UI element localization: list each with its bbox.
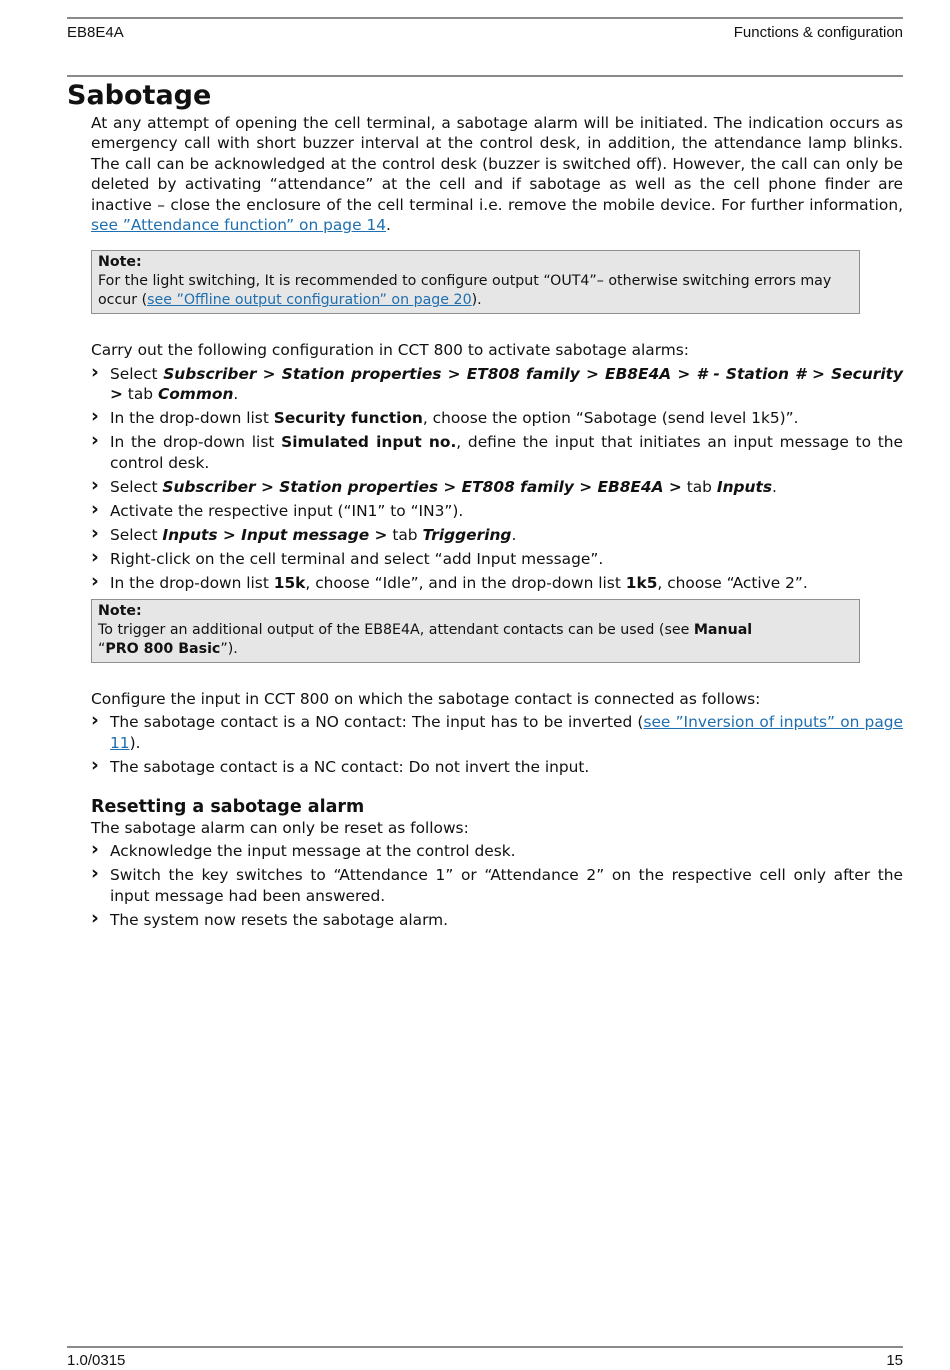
list-item: [91, 549, 903, 569]
list-item: [91, 712, 903, 753]
input-steps-list: [91, 712, 903, 777]
step-text: The sabotage contact is a NO contact: The input has to be inverted (: [110, 713, 644, 732]
note-end: ”).: [220, 641, 238, 658]
list-item: [91, 573, 903, 593]
tab-name: Inputs: [716, 477, 773, 496]
list-item: › Switch the key switches to “Attendance 1” or “Attendance 2” on the respective cell only after the input message had been answered.: [91, 865, 903, 906]
step-text: , choose “Idle”, and in the drop-down list: [305, 573, 626, 592]
step-text: Right-click on the cell terminal and select “add Input message”.: [110, 549, 604, 568]
manual-label: Manual: [693, 622, 753, 639]
step-text: In the drop-down list: [110, 409, 274, 428]
header-doc-id: EB8E4A: [67, 24, 124, 41]
note-body: [98, 621, 853, 659]
list-item: › Acknowledge the input message at the control desk.: [91, 841, 903, 861]
note-box-manual: [91, 599, 860, 663]
step-text: Select: [110, 364, 164, 383]
step-text: tab: [122, 385, 158, 404]
reset-steps-list: [91, 841, 903, 930]
menu-path: Subscriber > Station properties > ET808 family > EB8E4A > # - Station # > Security >: [110, 364, 903, 404]
list-item: › The system now resets the sabotage alarm.: [91, 910, 903, 930]
footer-page-number: 15: [886, 1352, 903, 1369]
page-title: Sabotage: [67, 80, 212, 111]
manual-name: PRO 800 Basic: [105, 641, 221, 658]
tab-name: Common: [157, 385, 234, 404]
step-text: Select: [110, 525, 163, 544]
step-text: In the drop-down list: [110, 433, 282, 452]
tab-name: Triggering: [422, 525, 512, 544]
note-title: Note:: [98, 603, 142, 620]
reset-heading: Resetting a sabotage alarm: [91, 797, 365, 818]
inversion-link[interactable]: see ”Inversion of inputs” on page 11: [110, 713, 903, 752]
step-text: Activate the respective input (“IN1” to “IN3”).: [110, 501, 464, 520]
step-text: tab: [387, 525, 423, 544]
intro-paragraph: [91, 113, 903, 235]
header-rule-top: [67, 17, 903, 19]
menu-path: Inputs > Input message >: [162, 525, 388, 544]
step-text: Select: [110, 477, 163, 496]
list-item: [91, 364, 903, 405]
attendance-link[interactable]: see ”Attendance function” on page 14: [91, 216, 387, 235]
field-name: Security function: [273, 409, 423, 428]
intro-end: .: [386, 216, 391, 235]
step-text: In the drop-down list: [110, 573, 274, 592]
list-item: [91, 525, 903, 545]
field-name: Simulated input no.: [281, 433, 457, 452]
offline-output-link[interactable]: see ”Offline output configuration” on page 20: [147, 292, 472, 309]
page-content: [91, 113, 903, 934]
note-text: “: [98, 641, 106, 658]
step-text: .: [233, 385, 239, 404]
reset-intro: The sabotage alarm can only be reset as follows:: [91, 818, 469, 837]
field-name: 15k: [273, 573, 306, 592]
step-text: .: [511, 525, 517, 544]
config-intro: Carry out the following configuration in CCT 800 to activate sabotage alarms:: [91, 341, 689, 360]
note-end: ).: [471, 292, 482, 309]
step-text: The sabotage contact is a NC contact: Do not invert the input.: [110, 757, 590, 776]
config-steps-list: [91, 364, 903, 593]
intro-text: At any attempt of opening the cell terminal, a sabotage alarm will be initiated. The indication occurs as emergency call with short buzzer interval at the control desk, in addition, the attendance lamp blinks. The call can be acknowledged at the control desk (buzzer is switched off). However, the call can only be deleted by activating “attendance” at the cell and if sabotage as well as the cell phone finder are inactive – close the enclosure of the cell terminal i.e. remove the mobile device. For further information,: [91, 114, 903, 214]
header-rule-bottom: [67, 75, 903, 77]
list-item: [91, 757, 903, 777]
header-section: Functions & configuration: [733, 24, 903, 41]
step-text: , choose the option “Sabotage (send level 1k5)”.: [422, 409, 799, 428]
list-item: [91, 408, 903, 428]
footer-version: 1.0/0315: [67, 1352, 126, 1369]
menu-path: Subscriber > Station properties > ET808 family > EB8E4A >: [162, 477, 682, 496]
step-text: , choose “Active 2”.: [657, 573, 808, 592]
step-text: tab: [681, 477, 717, 496]
list-item: [91, 501, 903, 521]
footer-rule: [67, 1346, 903, 1348]
note-text: For the light switching, It is recommended to configure output “OUT4”– otherwise switching errors may occur (: [98, 273, 832, 309]
step-text: ).: [129, 733, 141, 752]
step-text: , define the input that initiates an input message to the control desk.: [110, 433, 903, 472]
note-text: To trigger an additional output of the EB8E4A, attendant contacts can be used (see: [98, 622, 694, 639]
note-title: Note:: [98, 254, 142, 271]
note-body: [98, 272, 853, 310]
input-intro: Configure the input in CCT 800 on which the sabotage contact is connected as follows:: [91, 690, 761, 709]
step-text: .: [772, 477, 777, 496]
note-box-light: [91, 250, 860, 314]
field-name: 1k5: [625, 573, 658, 592]
list-item: [91, 477, 903, 497]
list-item: [91, 432, 903, 473]
